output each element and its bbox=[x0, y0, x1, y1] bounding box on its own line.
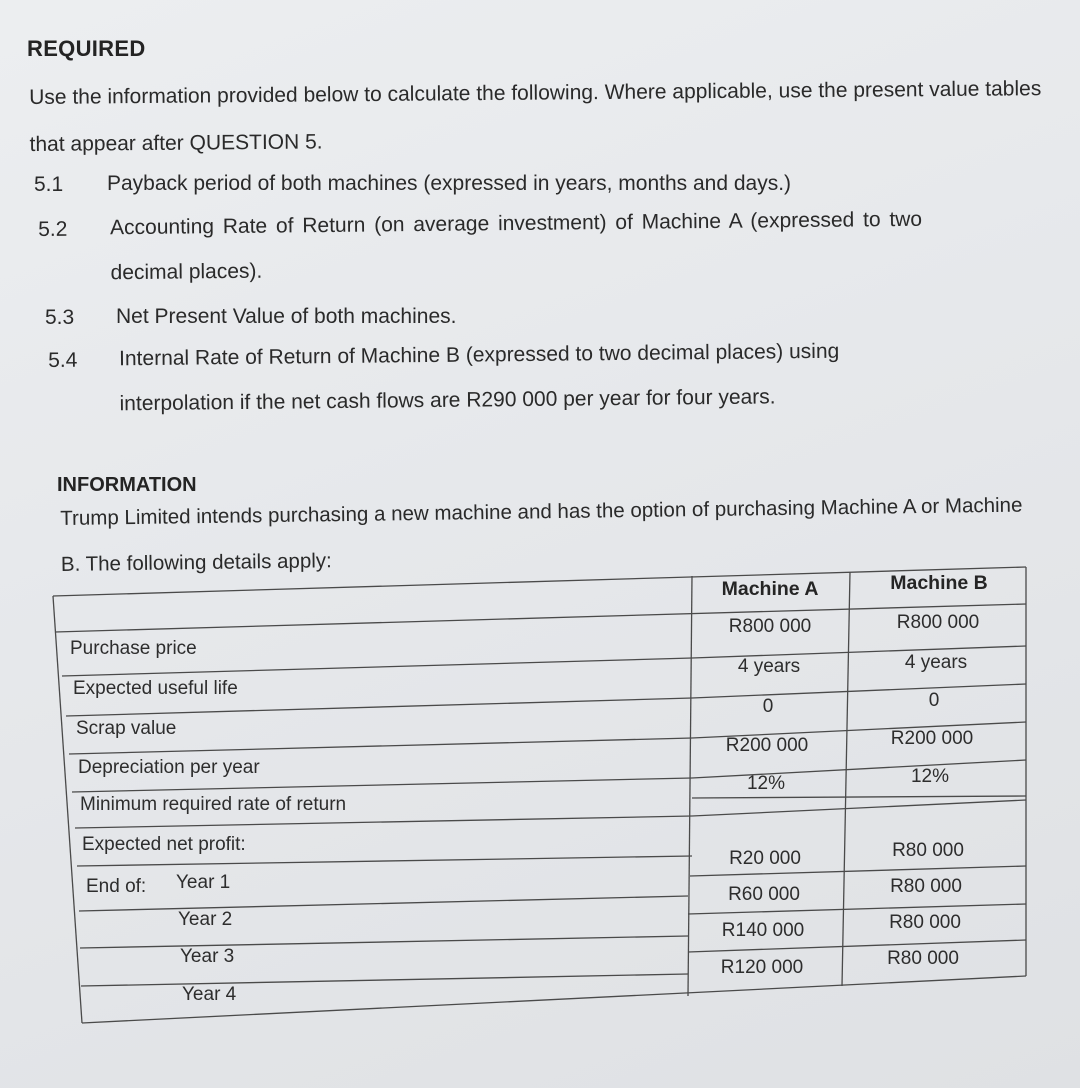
machine-b-value: R80 000 bbox=[890, 876, 962, 897]
machine-b-value: 0 bbox=[928, 690, 940, 711]
row-label: Expected useful life bbox=[73, 678, 238, 699]
end-of-label: End of: bbox=[86, 876, 147, 897]
year-label: Year 2 bbox=[178, 909, 233, 930]
machine-b-value: 12% bbox=[910, 766, 950, 787]
machine-a-value: 4 years bbox=[737, 656, 801, 677]
machine-b-value: R200 000 bbox=[890, 728, 974, 749]
machine-a-value: 12% bbox=[746, 773, 786, 794]
information-text: Trump Limited intends purchasing a new machine and has the option of purchasing Machine A or Machine B. The following details apply: bbox=[60, 493, 1023, 576]
column-header-machine-b: Machine B bbox=[890, 572, 988, 594]
row-label: Minimum required rate of return bbox=[80, 794, 347, 815]
machine-b-value: 4 years bbox=[904, 652, 968, 673]
row-label: Depreciation per year bbox=[78, 757, 260, 778]
row-label: Scrap value bbox=[76, 718, 177, 739]
row-label: Expected net profit: bbox=[82, 834, 246, 855]
information-heading: INFORMATION bbox=[57, 474, 197, 496]
machine-a-value: R60 000 bbox=[728, 884, 800, 905]
required-heading: REQUIRED bbox=[27, 36, 146, 61]
machine-a-value: R200 000 bbox=[725, 735, 809, 756]
requirement-number: 5.4 bbox=[48, 348, 78, 372]
requirement-text: Payback period of both machines (expressed in years, months and days.) bbox=[107, 172, 792, 195]
requirement-number: 5.1 bbox=[34, 173, 64, 196]
machine-b-value: R80 000 bbox=[889, 912, 961, 933]
row-label: Purchase price bbox=[70, 638, 197, 659]
machine-details-table bbox=[52, 566, 1027, 1024]
requirement-number: 5.3 bbox=[45, 306, 75, 329]
requirement-text: Net Present Value of both machines. bbox=[116, 305, 457, 328]
requirement-number: 5.2 bbox=[38, 217, 68, 241]
machine-b-value: R800 000 bbox=[896, 612, 980, 633]
machine-a-value: R800 000 bbox=[728, 616, 812, 637]
required-intro: Use the information provided below to calculate the following. Where applicable, use the present value tables that appear after QUESTION 5. bbox=[29, 77, 1042, 156]
machine-a-value: R120 000 bbox=[720, 957, 804, 978]
machine-a-value: 0 bbox=[762, 696, 774, 717]
year-label: Year 1 bbox=[176, 872, 231, 893]
machine-b-value: R80 000 bbox=[887, 948, 959, 969]
column-header-machine-a: Machine A bbox=[721, 578, 819, 600]
machine-b-value: R80 000 bbox=[892, 840, 964, 861]
year-label: Year 4 bbox=[182, 984, 237, 1005]
machine-a-value: R140 000 bbox=[721, 920, 805, 941]
requirement-text: Internal Rate of Return of Machine B (expressed to two decimal places) using interpolation if the net cash flows are R290 000 per year for four years. bbox=[118, 339, 840, 416]
year-label: Year 3 bbox=[180, 946, 235, 967]
machine-a-value: R20 000 bbox=[729, 848, 801, 869]
requirement-text: Accounting Rate of Return (on average investment) of Machine A (expressed to two decimal places). bbox=[109, 207, 923, 285]
